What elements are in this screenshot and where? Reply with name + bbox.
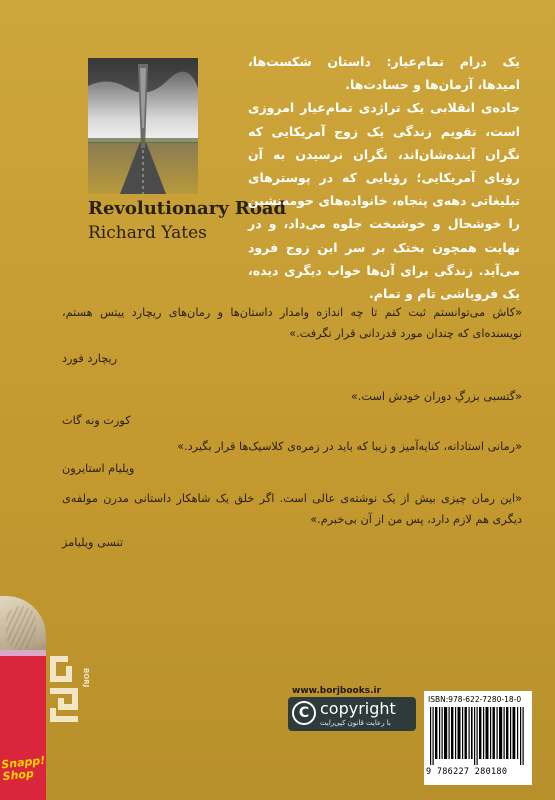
logo-text: BORJ bbox=[82, 668, 90, 688]
review-author: ویلیام استایرون bbox=[62, 462, 135, 475]
copyright-icon: C bbox=[292, 701, 316, 725]
borj-logo-icon bbox=[44, 648, 90, 732]
isbn-text: ISBN:978-622-7280-18-0 bbox=[428, 695, 522, 704]
review-author: کورت ونه گات bbox=[62, 414, 131, 427]
book-author-english: Richard Yates bbox=[88, 223, 207, 243]
book-title-english: Revolutionary Road bbox=[88, 198, 287, 219]
copyright-subtitle: با رعایت قانون کپی‌رایت bbox=[320, 719, 391, 727]
barcode-number: 9 786227 280180 bbox=[426, 767, 508, 777]
review-author: تنسی ویلیامز bbox=[62, 536, 124, 549]
copyright-badge bbox=[288, 697, 416, 731]
publisher-website: www.borjbooks.ir bbox=[292, 686, 382, 696]
synopsis-paragraph: جاده‌ی انقلابی یک تراژدی تمام‌عیار امروزی است، تقویم زندگی یک زوج آمریکایی که نگران آینده‌شان‌اند، نگران نرسیدن به آن رؤیای آمریکایی؛ رؤیایی که در پوسترهای تبلیغاتی دهه‌ی پنجاه، خانواده‌های حومه‌نشین را خوشحال و خوشبخت جلوه می‌داد، و در نهایت همچون بختک بر سر این زوج فرود می‌آید. زندگی برای آن‌ها خواب دیگری دیده، یک فروپاشی تام و تمام. bbox=[248, 100, 520, 302]
book-cover-thumbnail bbox=[88, 58, 198, 194]
synopsis bbox=[248, 50, 520, 305]
barcode bbox=[424, 691, 532, 785]
review-author: ریچارد فورد bbox=[62, 352, 118, 365]
review-quote: «کاش می‌توانستم ثبت کنم تا چه اندازه وامدار داستان‌ها و رمان‌های ریچارد ییتس هستم، نویسنده‌ای که چندان مورد قدردانی قرار نگرفت.» bbox=[62, 306, 522, 340]
review-quote: «رمانی استادانه، کنایه‌آمیز و زیبا که باید در زمره‌ی کلاسیک‌ها قرار بگیرد.» bbox=[177, 440, 522, 453]
snapp-shop-badge: Snapp! Shop bbox=[0, 753, 46, 784]
synopsis-paragraph: یک درام تمام‌عیار: داستان شکست‌ها، امیدها، آرمان‌ها و حسادت‌ها. bbox=[248, 54, 520, 93]
review-quote: «این رمان چیزی بیش از یک نوشته‌ی عالی است. اگر خلق یک شاهکار داستانی مدرن مولفه‌ی دیگری هم لازم دارد، پس من از آن بی‌خبرم.» bbox=[62, 492, 522, 526]
review-quote: «گتسبی بزرگِ دوران خودش است.» bbox=[350, 390, 522, 403]
barcode-icon bbox=[430, 707, 526, 765]
copyright-word: copyright bbox=[320, 699, 396, 718]
